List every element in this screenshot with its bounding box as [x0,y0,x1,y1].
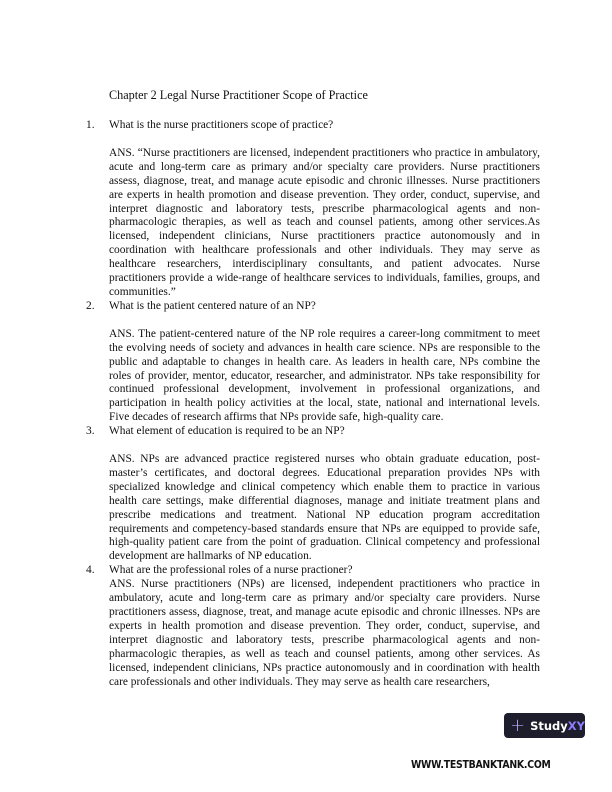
question-text: What are the professional roles of a nurse practioner? [109,564,353,577]
answer-text: ANS. NPs are advanced practice registered nurses who obtain graduate education, post-master’s certificates, and doctoral degrees. Educational preparation provides NPs with specialized knowledge and clinical competency which enable them to practice in various health care settings, make differential diagnoses, manage and initiate treatment plans and prescribe medications and treatment. National NP education program accreditation requirements and competency-based standards ensure that NPs are equipped to provide safe, high-quality patient care from the point of graduation. Clinical competency and professional development are hallmarks of NP education. [109,453,540,563]
studyxy-badge[interactable] [504,713,585,738]
answer-text: ANS. “Nurse practitioners are licensed, independent practitioners who practice in ambulatory, acute and long-term care as primary and/or specialty care providers. Nurse practitioners assess, diagnose, treat, and manage acute episodic and chronic illnesses. Nurse practitioners are experts in health promotion and disease prevention. They order, conduct, supervise, and interpret diagnostic and laboratory tests, prescribe pharmacological agents and non-pharmacologic therapies, as well as teach and counsel patients, among other services.As licensed, independent clinicians, Nurse practitioners practice autonomously and in coordination with healthcare professionals and other individuals. They may serve as healthcare researchers, interdisciplinary consultants, and patient advocates. Nurse practitioners provide a wide-range of healthcare services to individuals, families, groups, and communities.” [109,146,540,298]
answer-text: ANS. Nurse practitioners (NPs) are licensed, independent practitioners who practice in ambulatory, acute and long-term care as primary and/or specialty care providers. Nurse practitioners assess, diagnose, treat, and manage acute episodic and chronic illnesses. NPs are experts in health promotion and disease prevention. They order, conduct, supervise, and interpret diagnostic and laboratory tests, prescribe pharmacological agents and non-pharmacologic therapies, as well as teach and counsel patients, among other services. As licensed, independent clinicians, NPs practice autonomously and in coordination with health care professionals and other individuals. They may serve as health care researchers, [109,578,540,688]
brand-main: Study [530,718,568,733]
question-number: 1. [86,119,95,131]
question-number: 4. [86,564,95,577]
brand-name [530,719,585,733]
question-text: What is the patient centered nature of an NP? [109,299,316,312]
answer-text: ANS. The patient-centered nature of the NP role requires a career-long commitment to meet the evolving needs of society and advances in health care science. NPs are responsible to the public and adaptable to changes in health care. As leaders in health care, NPs combine the roles of provider, mentor, educator, researcher, and administrator. NPs take responsibility for continued professional development, involvement in professional organizations, and participation in health policy activities at the local, state, national and international levels. Five decades of research affirms that NPs provide safe, high-quality care. [109,327,540,424]
site-watermark: WWW.TESTBANKTANK.COM [411,758,551,771]
brand-accent: XY [567,718,585,733]
question-number: 3. [86,425,95,438]
question-text: What element of education is required to be an NP? [109,425,345,438]
question-item [86,119,540,133]
question-item [86,300,540,314]
question-text: What is the nurse practitioners scope of practice? [109,119,334,131]
question-list [86,119,540,689]
question-item [86,425,540,439]
question-item [86,564,540,578]
document-title: Chapter 2 Legal Nurse Practitioner Scope of Practice [109,88,368,102]
question-number: 2. [86,299,95,312]
plus-icon: + [510,714,526,736]
